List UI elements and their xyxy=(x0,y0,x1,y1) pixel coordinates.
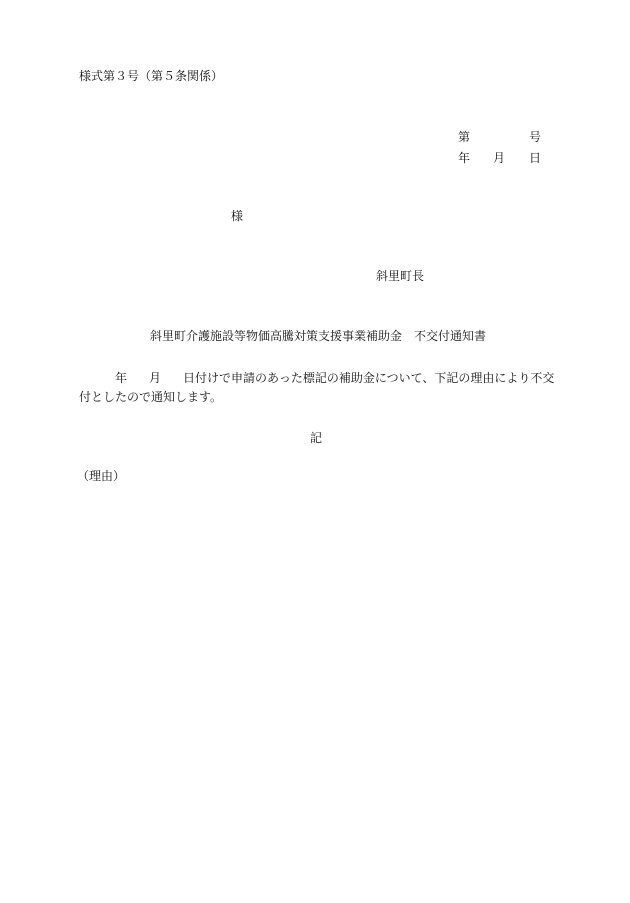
body-month-label: 月 xyxy=(149,371,162,385)
document-title: 斜里町介護施設等物価高騰対策支援事業補助金 不交付通知書 xyxy=(150,329,487,343)
date-month-label: 月 xyxy=(493,151,506,165)
body-text-line-2: 付としたので通知します。 xyxy=(79,390,223,404)
addressee-honorific: 様 xyxy=(231,209,244,223)
reason-label: （理由） xyxy=(77,469,126,483)
issuer-name: 斜里町長 xyxy=(376,269,425,283)
body-text-line-1 xyxy=(79,371,554,385)
form-number: 様式第３号（第５条関係） xyxy=(79,69,224,83)
body-year-label: 年 xyxy=(115,371,128,385)
body-line-1-text: 日付けで申請のあった標記の補助金について、下記の理由により不交 xyxy=(183,371,555,385)
ki-heading: 記 xyxy=(310,431,323,445)
document-number-suffix: 号 xyxy=(529,130,542,144)
document-number-prefix: 第 xyxy=(458,130,471,144)
date-day-label: 日 xyxy=(529,151,542,165)
date-year-label: 年 xyxy=(458,151,471,165)
